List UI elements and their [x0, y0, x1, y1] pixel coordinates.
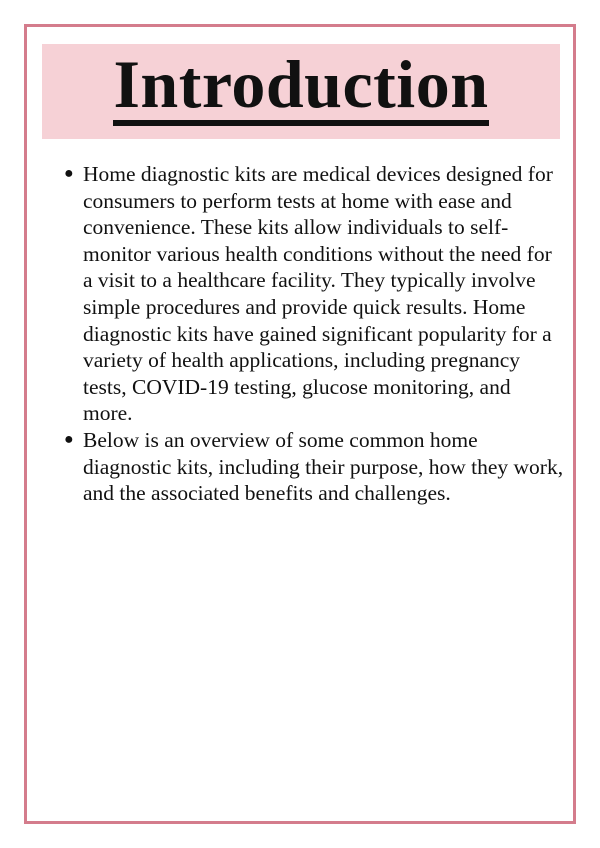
list-item [64, 427, 564, 507]
paragraph-text: Home diagnostic kits are medical devices designed for consumers to perform tests at home with ease and convenience. These kits allow individuals to self-monitor various health conditions without the need for a visit to a healthcare facility. They typically involve simple procedures and provide quick results. Home diagnostic kits have gained significant popularity for a variety of health applications, including pregnancy tests, COVID-19 testing, glucose monitoring, and more. [83, 162, 553, 426]
list-item [64, 161, 564, 427]
page-title: Introduction [113, 50, 488, 126]
paragraph-text: Below is an overview of some common home diagnostic kits, including their purpose, how they work, and the associated benefits and challenges. [83, 427, 564, 506]
bullet-icon: ● [64, 430, 74, 448]
title-banner [42, 44, 560, 139]
bullet-icon: ● [64, 165, 74, 182]
document-page [24, 24, 576, 824]
bullet-list [64, 161, 564, 507]
